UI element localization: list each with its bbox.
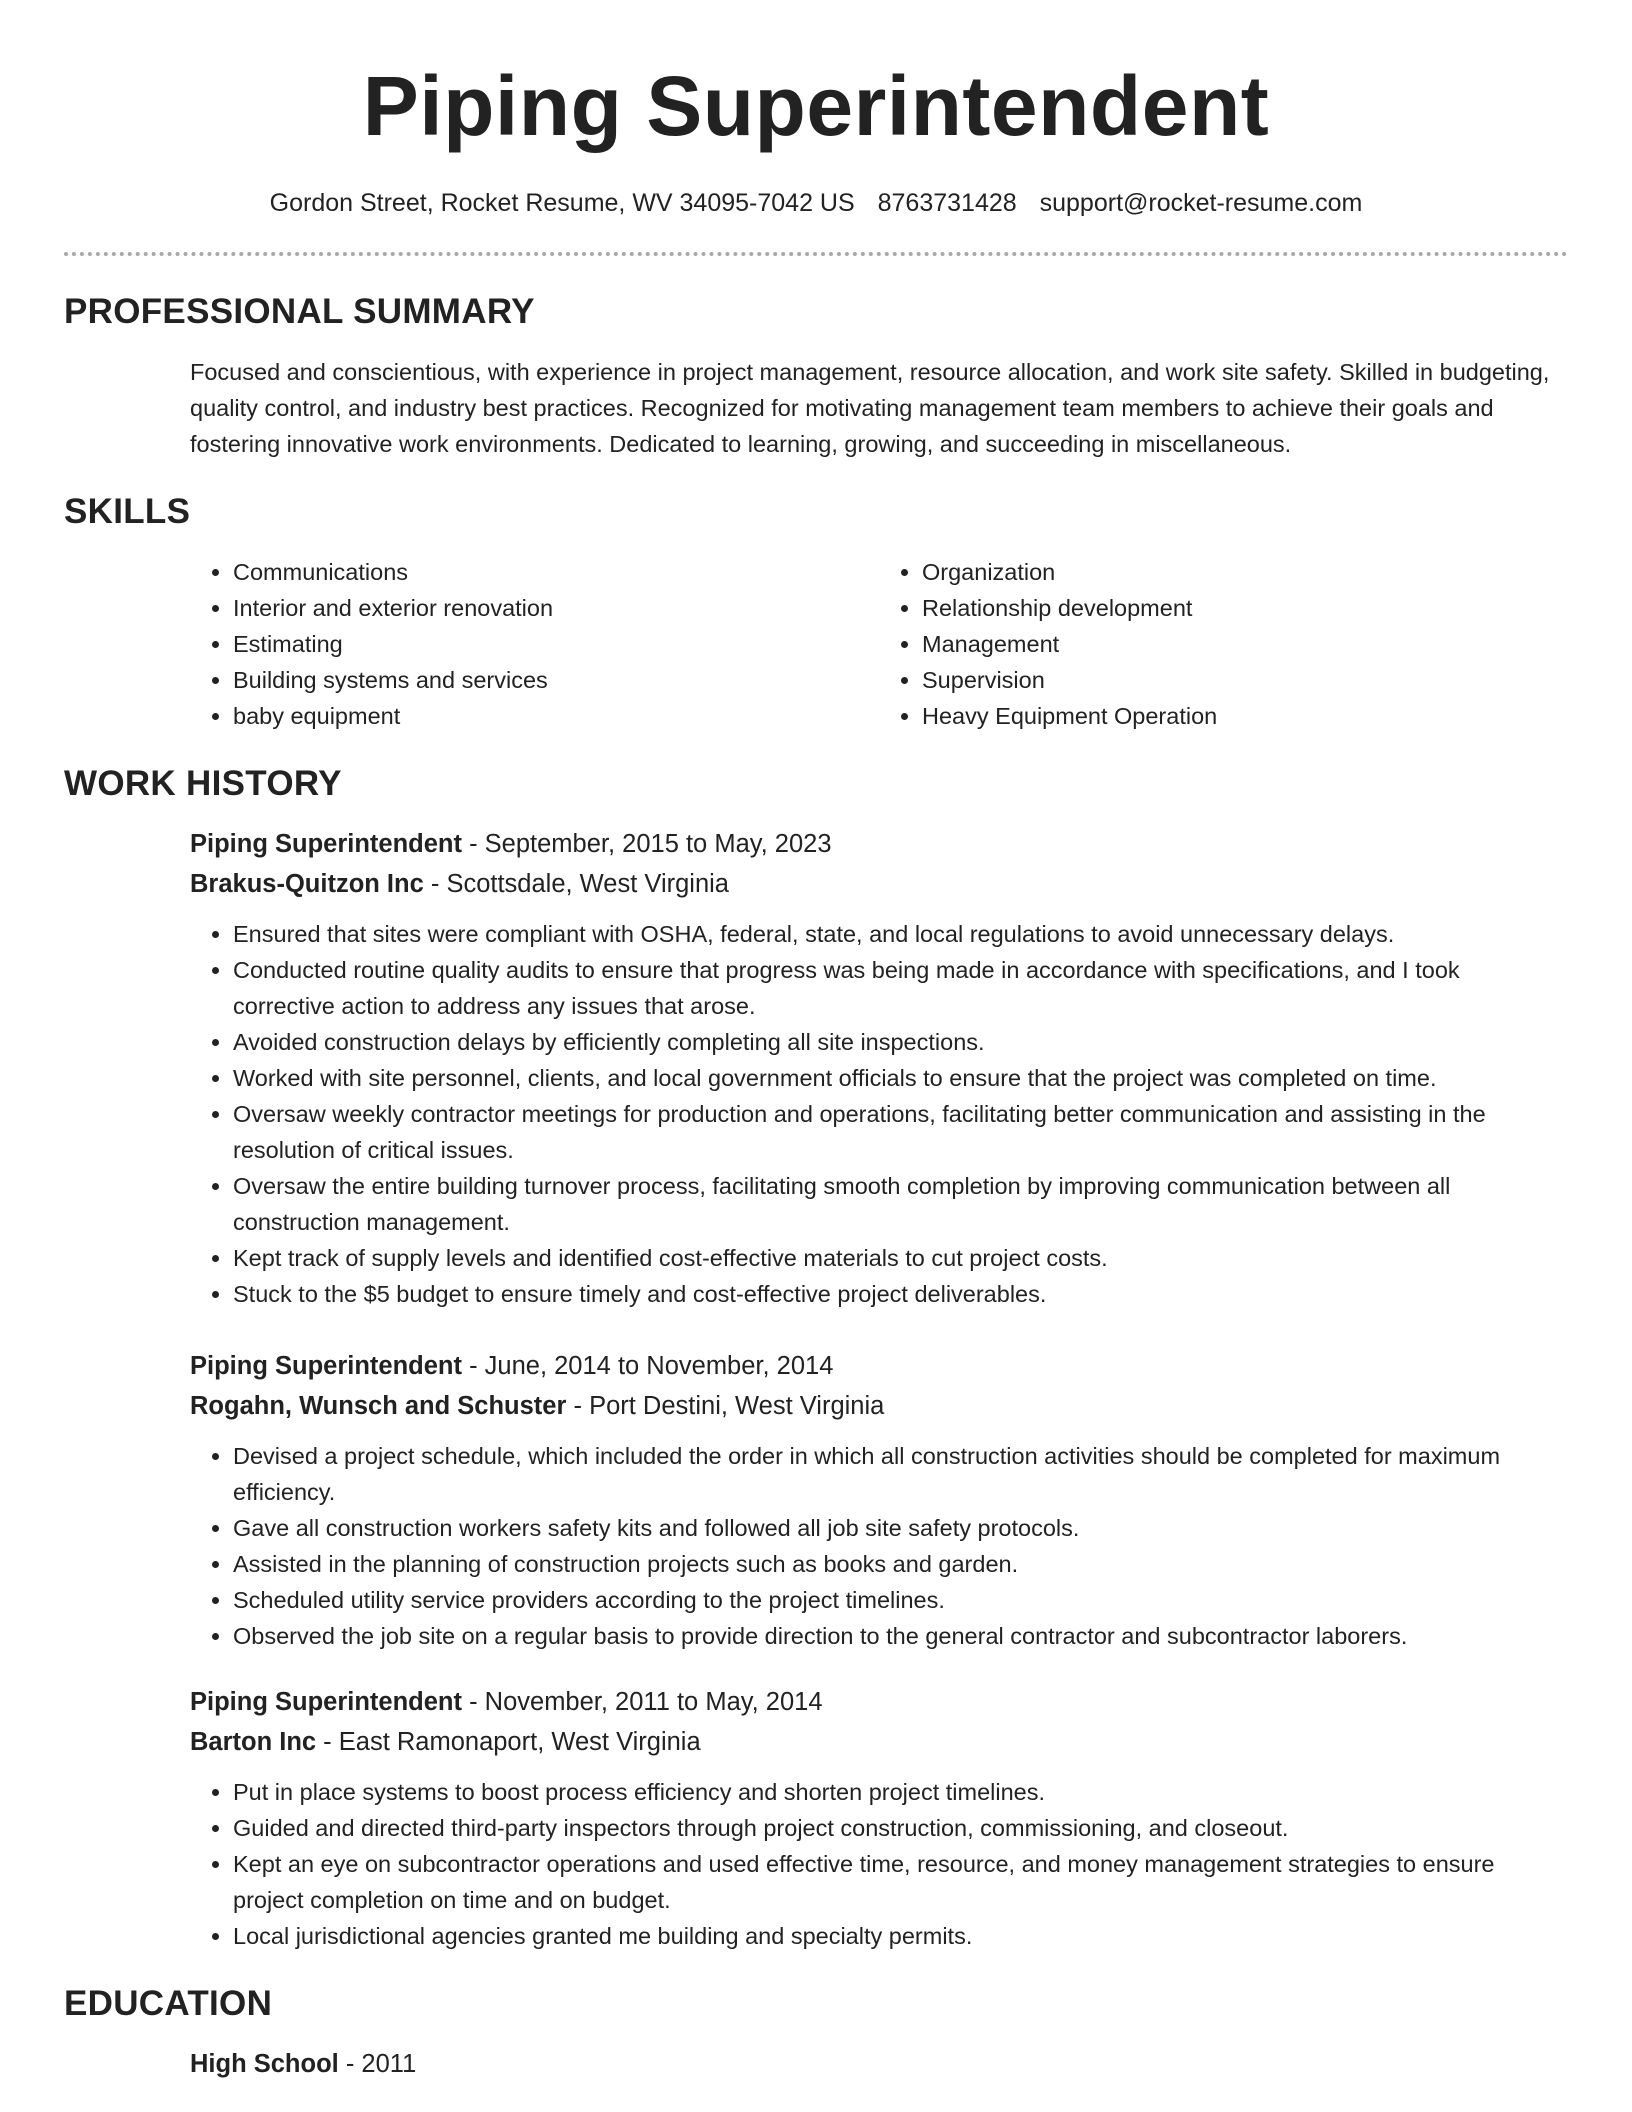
work-title: WORK HISTORY xyxy=(64,764,342,803)
work-section xyxy=(64,762,1568,1954)
job-bullet: • Avoided construction delays by efficiently completing all site inspections. xyxy=(233,1024,1568,1060)
skills-title: SKILLS xyxy=(64,492,191,531)
contact-address: Gordon Street, Rocket Resume, WV 34095-7042 US xyxy=(269,189,855,217)
job-company: Brakus-Quitzon Inc xyxy=(190,870,424,898)
job-dates: - June, 2014 to November, 2014 xyxy=(462,1352,834,1380)
skill-item: • Heavy Equipment Operation xyxy=(922,698,1568,734)
job-bullet: • Kept an eye on subcontractor operations and used effective time, resource, and money management strategies to ensure project completion on time and on budget. xyxy=(233,1846,1568,1918)
job-role-line xyxy=(190,1346,1568,1386)
job-bullet: • Oversaw the entire building turnover process, facilitating smooth completion by improving communication between all construction management. xyxy=(233,1168,1568,1240)
job-entry xyxy=(190,1346,1568,1654)
job-company-line xyxy=(190,1722,1568,1762)
skill-item: • Organization xyxy=(922,554,1568,590)
job-bullet: • Gave all construction workers safety kits and followed all job site safety protocols. xyxy=(233,1510,1568,1546)
job-bullet: • Conducted routine quality audits to ensure that progress was being made in accordance with specifications, and I took corrective action to address any issues that arose. xyxy=(233,952,1568,1024)
contact-phone: 8763731428 xyxy=(877,189,1017,217)
skills-section xyxy=(64,490,1568,734)
job-bullets xyxy=(190,916,1568,1312)
summary-section xyxy=(64,290,1568,462)
job-role-line xyxy=(190,1682,1568,1722)
skills-grid xyxy=(190,554,1568,734)
job-entry xyxy=(190,1682,1568,1954)
job-role-line xyxy=(190,824,1568,864)
job-location: - East Ramonaport, West Virginia xyxy=(316,1728,701,1756)
job-entry xyxy=(190,824,1568,1312)
job-location: - Scottsdale, West Virginia xyxy=(423,870,729,898)
job-bullet: • Ensured that sites were compliant with OSHA, federal, state, and local regulations to avoid unnecessary delays. xyxy=(233,916,1568,952)
job-bullet: • Assisted in the planning of construction projects such as books and garden. xyxy=(233,1546,1568,1582)
job-dates: - September, 2015 to May, 2023 xyxy=(462,830,832,858)
education-section xyxy=(64,1982,1568,2084)
skill-item: • Supervision xyxy=(922,662,1568,698)
job-company: Rogahn, Wunsch and Schuster xyxy=(190,1392,567,1420)
contact-email: support@rocket-resume.com xyxy=(1039,189,1363,217)
candidate-name: Piping Superintendent xyxy=(362,59,1270,153)
job-role: Piping Superintendent xyxy=(190,830,462,858)
header-divider xyxy=(64,252,1568,256)
skill-item: • Building systems and services xyxy=(233,662,879,698)
job-company-line xyxy=(190,864,1568,904)
skill-item: • Management xyxy=(922,626,1568,662)
job-bullet: • Worked with site personnel, clients, and local government officials to ensure that the project was completed on time. xyxy=(233,1060,1568,1096)
education-title: EDUCATION xyxy=(64,1984,273,2023)
job-company: Barton Inc xyxy=(190,1728,317,1756)
job-bullets xyxy=(190,1438,1568,1654)
job-role: Piping Superintendent xyxy=(190,1352,462,1380)
job-bullet: • Kept track of supply levels and identified cost-effective materials to cut project costs. xyxy=(233,1240,1568,1276)
job-bullet: • Devised a project schedule, which included the order in which all construction activities should be completed for maximum efficiency. xyxy=(233,1438,1568,1510)
job-company-line xyxy=(190,1386,1568,1426)
job-bullet: • Scheduled utility service providers according to the project timelines. xyxy=(233,1582,1568,1618)
skill-item: • Communications xyxy=(233,554,879,590)
skills-list-left xyxy=(190,554,879,734)
job-bullet: • Observed the job site on a regular basis to provide direction to the general contractor and subcontractor laborers. xyxy=(233,1618,1568,1654)
job-dates: - November, 2011 to May, 2014 xyxy=(462,1688,823,1716)
contact-line xyxy=(64,186,1568,220)
job-location: - Port Destini, West Virginia xyxy=(566,1392,885,1420)
education-year: - 2011 xyxy=(338,2050,417,2078)
resume-page xyxy=(64,0,1568,2084)
education-school: High School xyxy=(190,2050,339,2078)
summary-text: Focused and conscientious, with experience in project management, resource allocation, and work site safety. Skilled in budgeting, quality control, and industry best practices. Recognized for motivating management team members to achieve their goals and fostering innovative work environments. Dedicated to learning, growing, and succeeding in miscellaneous. xyxy=(190,359,1550,457)
job-role: Piping Superintendent xyxy=(190,1688,462,1716)
skill-item: • Interior and exterior renovation xyxy=(233,590,879,626)
skill-item: • Relationship development xyxy=(922,590,1568,626)
education-line xyxy=(190,2044,1568,2084)
job-bullet: • Stuck to the $5 budget to ensure timely and cost-effective project deliverables. xyxy=(233,1276,1568,1312)
skill-item: • baby equipment xyxy=(233,698,879,734)
job-bullet: • Put in place systems to boost process efficiency and shorten project timelines. xyxy=(233,1774,1568,1810)
job-bullet: • Local jurisdictional agencies granted me building and specialty permits. xyxy=(233,1918,1568,1954)
skill-item: • Estimating xyxy=(233,626,879,662)
job-bullets xyxy=(190,1774,1568,1954)
summary-title: PROFESSIONAL SUMMARY xyxy=(64,292,535,331)
skills-list-right xyxy=(879,554,1568,734)
job-bullet: • Guided and directed third-party inspectors through project construction, commissioning, and closeout. xyxy=(233,1810,1568,1846)
job-bullet: • Oversaw weekly contractor meetings for production and operations, facilitating better communication and assisting in the resolution of critical issues. xyxy=(233,1096,1568,1168)
